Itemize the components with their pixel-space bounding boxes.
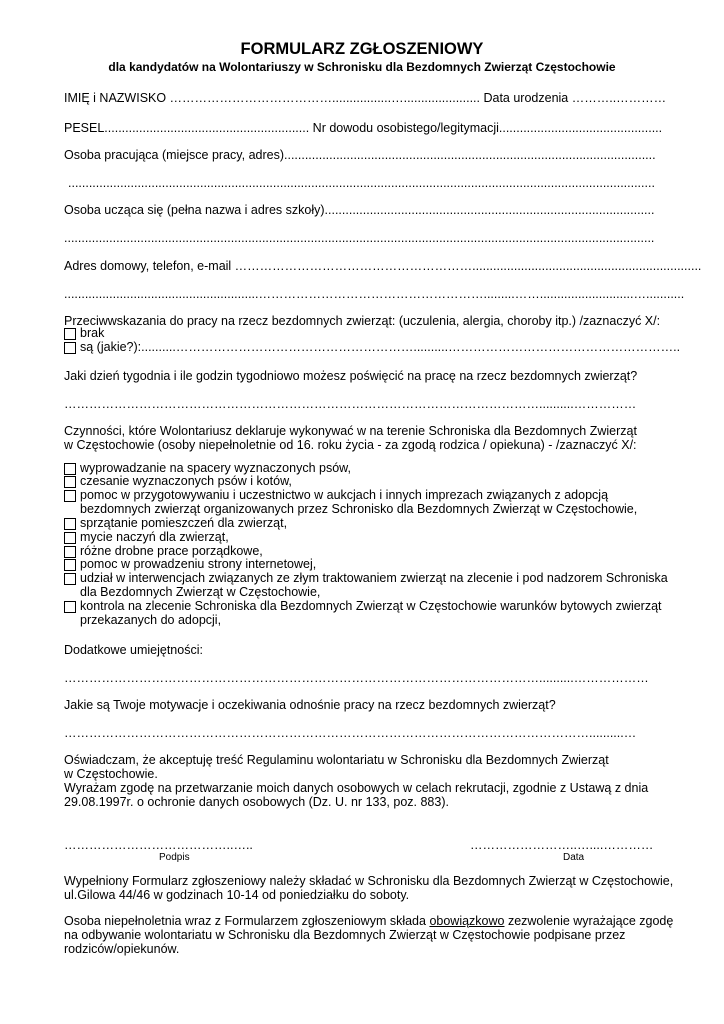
activity-checkbox-grooming[interactable] (64, 476, 76, 488)
activity-checkbox-walks[interactable] (64, 463, 76, 475)
form-subtitle: dla kandydatów na Wolontariuszy w Schronisku dla Bezdomnych Zwierząt Częstochowie (108, 60, 616, 74)
contraindications-question: Przeciwwskazania do pracy na rzecz bezdomnych zwierząt: (uczulenia, alergia, choroby itp.) /zaznaczyć X/: (64, 314, 661, 328)
contact-field-continued[interactable]: ........................................................……………………………………………….........……...........................…........... (64, 287, 685, 301)
minor-note-underlined: obowiązkowo (429, 914, 505, 928)
activity-checkbox-dishes[interactable] (64, 532, 76, 544)
workplace-field[interactable]: Osoba pracująca (miejsce pracy, adres)........................................................................................................... (64, 148, 656, 162)
activity-checkbox-chores[interactable] (64, 546, 76, 558)
signature-field[interactable]: …………………………………..….. (64, 838, 253, 852)
activity-checkbox-website[interactable] (64, 559, 76, 571)
activity-label-website: pomoc w prowadzeniu strony internetowej, (80, 557, 317, 571)
activity-label-interventions-cont: dla Bezdomnych Zwierząt w Częstochowie, (80, 585, 321, 599)
contraindications-yes-checkbox[interactable] (64, 342, 76, 354)
motivation-answer[interactable]: ………………………………………………………………………………………………………………..........… (64, 726, 637, 740)
activity-label-chores: różne drobne prace porządkowe, (80, 544, 263, 558)
skills-question: Dodatkowe umiejętności: (64, 643, 203, 657)
declaration-text: Oświadczam, że akceptuję treść Regulaminu wolontariatu w Schronisku dla Bezdomnych Zwierząt (64, 753, 609, 767)
activity-checkbox-interventions[interactable] (64, 573, 76, 585)
activity-label-dishes: mycie naczyń dla zwierząt, (80, 530, 229, 544)
name-birthdate-field[interactable]: IMIĘ i NAZWISKO ………………………………….................…...................... Data urodzenia ………..………… (64, 91, 667, 105)
signature-label: Podpis (159, 852, 190, 863)
activity-label-cleaning: sprzątanie pomieszczeń dla zwierząt, (80, 516, 288, 530)
availability-question: Jaki dzień tygodnia i ile godzin tygodniowo możesz poświęcić na pracę na rzecz bezdomnych zwierząt? (64, 369, 638, 383)
minor-consent-note (64, 914, 673, 928)
declaration-text-2: w Częstochowie. (64, 767, 158, 781)
availability-answer[interactable]: ……………………………………………………………………………………………………..........…………… (64, 397, 637, 411)
contact-field[interactable]: Adres domowy, telefon, e-mail ………………………………………………….................................................................. (64, 259, 702, 273)
contraindications-yes-label[interactable]: są (jakie?):..........…………………………………………………..........……………………………………………….. (80, 340, 681, 354)
contraindications-none-label: brak (80, 326, 105, 340)
date-field[interactable]: ……………………..…....………… (470, 838, 654, 852)
activity-label-auctions: pomoc w przygotowywaniu i uczestnictwo w aukcjach i innych imprezach związanych z adopcją (80, 488, 609, 502)
submission-note-2: ul.Gilowa 44/46 w godzinach 10-14 od poniedziałku do soboty. (64, 888, 410, 902)
motivation-question: Jakie są Twoje motywacje i oczekiwania odnośnie pracy na rzecz bezdomnych zwierząt? (64, 698, 556, 712)
consent-text-2: 29.08.1997r. o ochronie danych osobowych (Dz. U. nr 133, poz. 883). (64, 795, 449, 809)
form-title: FORMULARZ ZGŁOSZENIOWY (240, 40, 484, 58)
consent-text: Wyrażam zgodę na przetwarzanie moich danych osobowych w celach rekrutacji, zgodnie z Ustawą z dnia (64, 781, 649, 795)
activity-label-inspection: kontrola na zlecenie Schroniska dla Bezdomnych Zwierząt w Częstochowie warunków bytowych zwierząt (80, 599, 662, 613)
skills-answer[interactable]: ……………………………………………………………………………………………………..........……………… (64, 671, 649, 685)
activity-label-walks: wyprowadzanie na spacery wyznaczonych psów, (80, 461, 351, 475)
activities-intro-2: w Częstochowie (osoby niepełnoletnie od 16. roku życia - za zgodą rodzica / opiekuna) - /zaznaczyć X/: (64, 438, 637, 452)
workplace-field-continued[interactable]: ......................................................................................................................................................................... (68, 176, 655, 190)
minor-consent-note-2: na odbywanie wolontariatu w Schronisku dla Bezdomnych Zwierząt w Częstochowie podpisane przez (64, 928, 626, 942)
activity-checkbox-cleaning[interactable] (64, 518, 76, 530)
date-label: Data (563, 852, 585, 863)
activity-checkbox-auctions[interactable] (64, 490, 76, 502)
activity-checkbox-inspection[interactable] (64, 601, 76, 613)
contraindications-none-checkbox[interactable] (64, 328, 76, 340)
school-field[interactable]: Osoba ucząca się (pełna nazwa i adres szkoły)............................................................................................... (64, 203, 655, 217)
activity-label-interventions: udział w interwencjach związanych ze złym traktowaniem zwierząt na zlecenie i pod nadzorem Schroniska (80, 571, 668, 585)
activity-label-auctions-cont: bezdomnych zwierząt organizowanych przez Schronisko dla Bezdomnych Zwierząt w Częstochowie, (80, 502, 638, 516)
activity-label-grooming: czesanie wyznaczonych psów i kotów, (80, 474, 292, 488)
minor-note-pre: Osoba niepełnoletnia wraz z Formularzem zgłoszeniowym składa (64, 914, 430, 928)
pesel-id-field[interactable]: PESEL........................................................... Nr dowodu osobistego/legitymacji............................................... (64, 121, 663, 135)
school-field-continued[interactable]: .......................................................................................................................................................................... (64, 231, 655, 245)
activities-intro: Czynności, które Wolontariusz deklaruje wykonywać w na terenie Schroniska dla Bezdomnych Zwierząt (64, 424, 637, 438)
minor-note-post: zezwolenie wyrażające zgodę (504, 914, 674, 928)
activity-label-inspection-cont: przekazanych do adopcji, (80, 613, 222, 627)
minor-consent-note-3: rodziców/opiekunów. (64, 942, 180, 956)
submission-note: Wypełniony Formularz zgłoszeniowy należy składać w Schronisku dla Bezdomnych Zwierząt w Częstochowie, (64, 874, 674, 888)
